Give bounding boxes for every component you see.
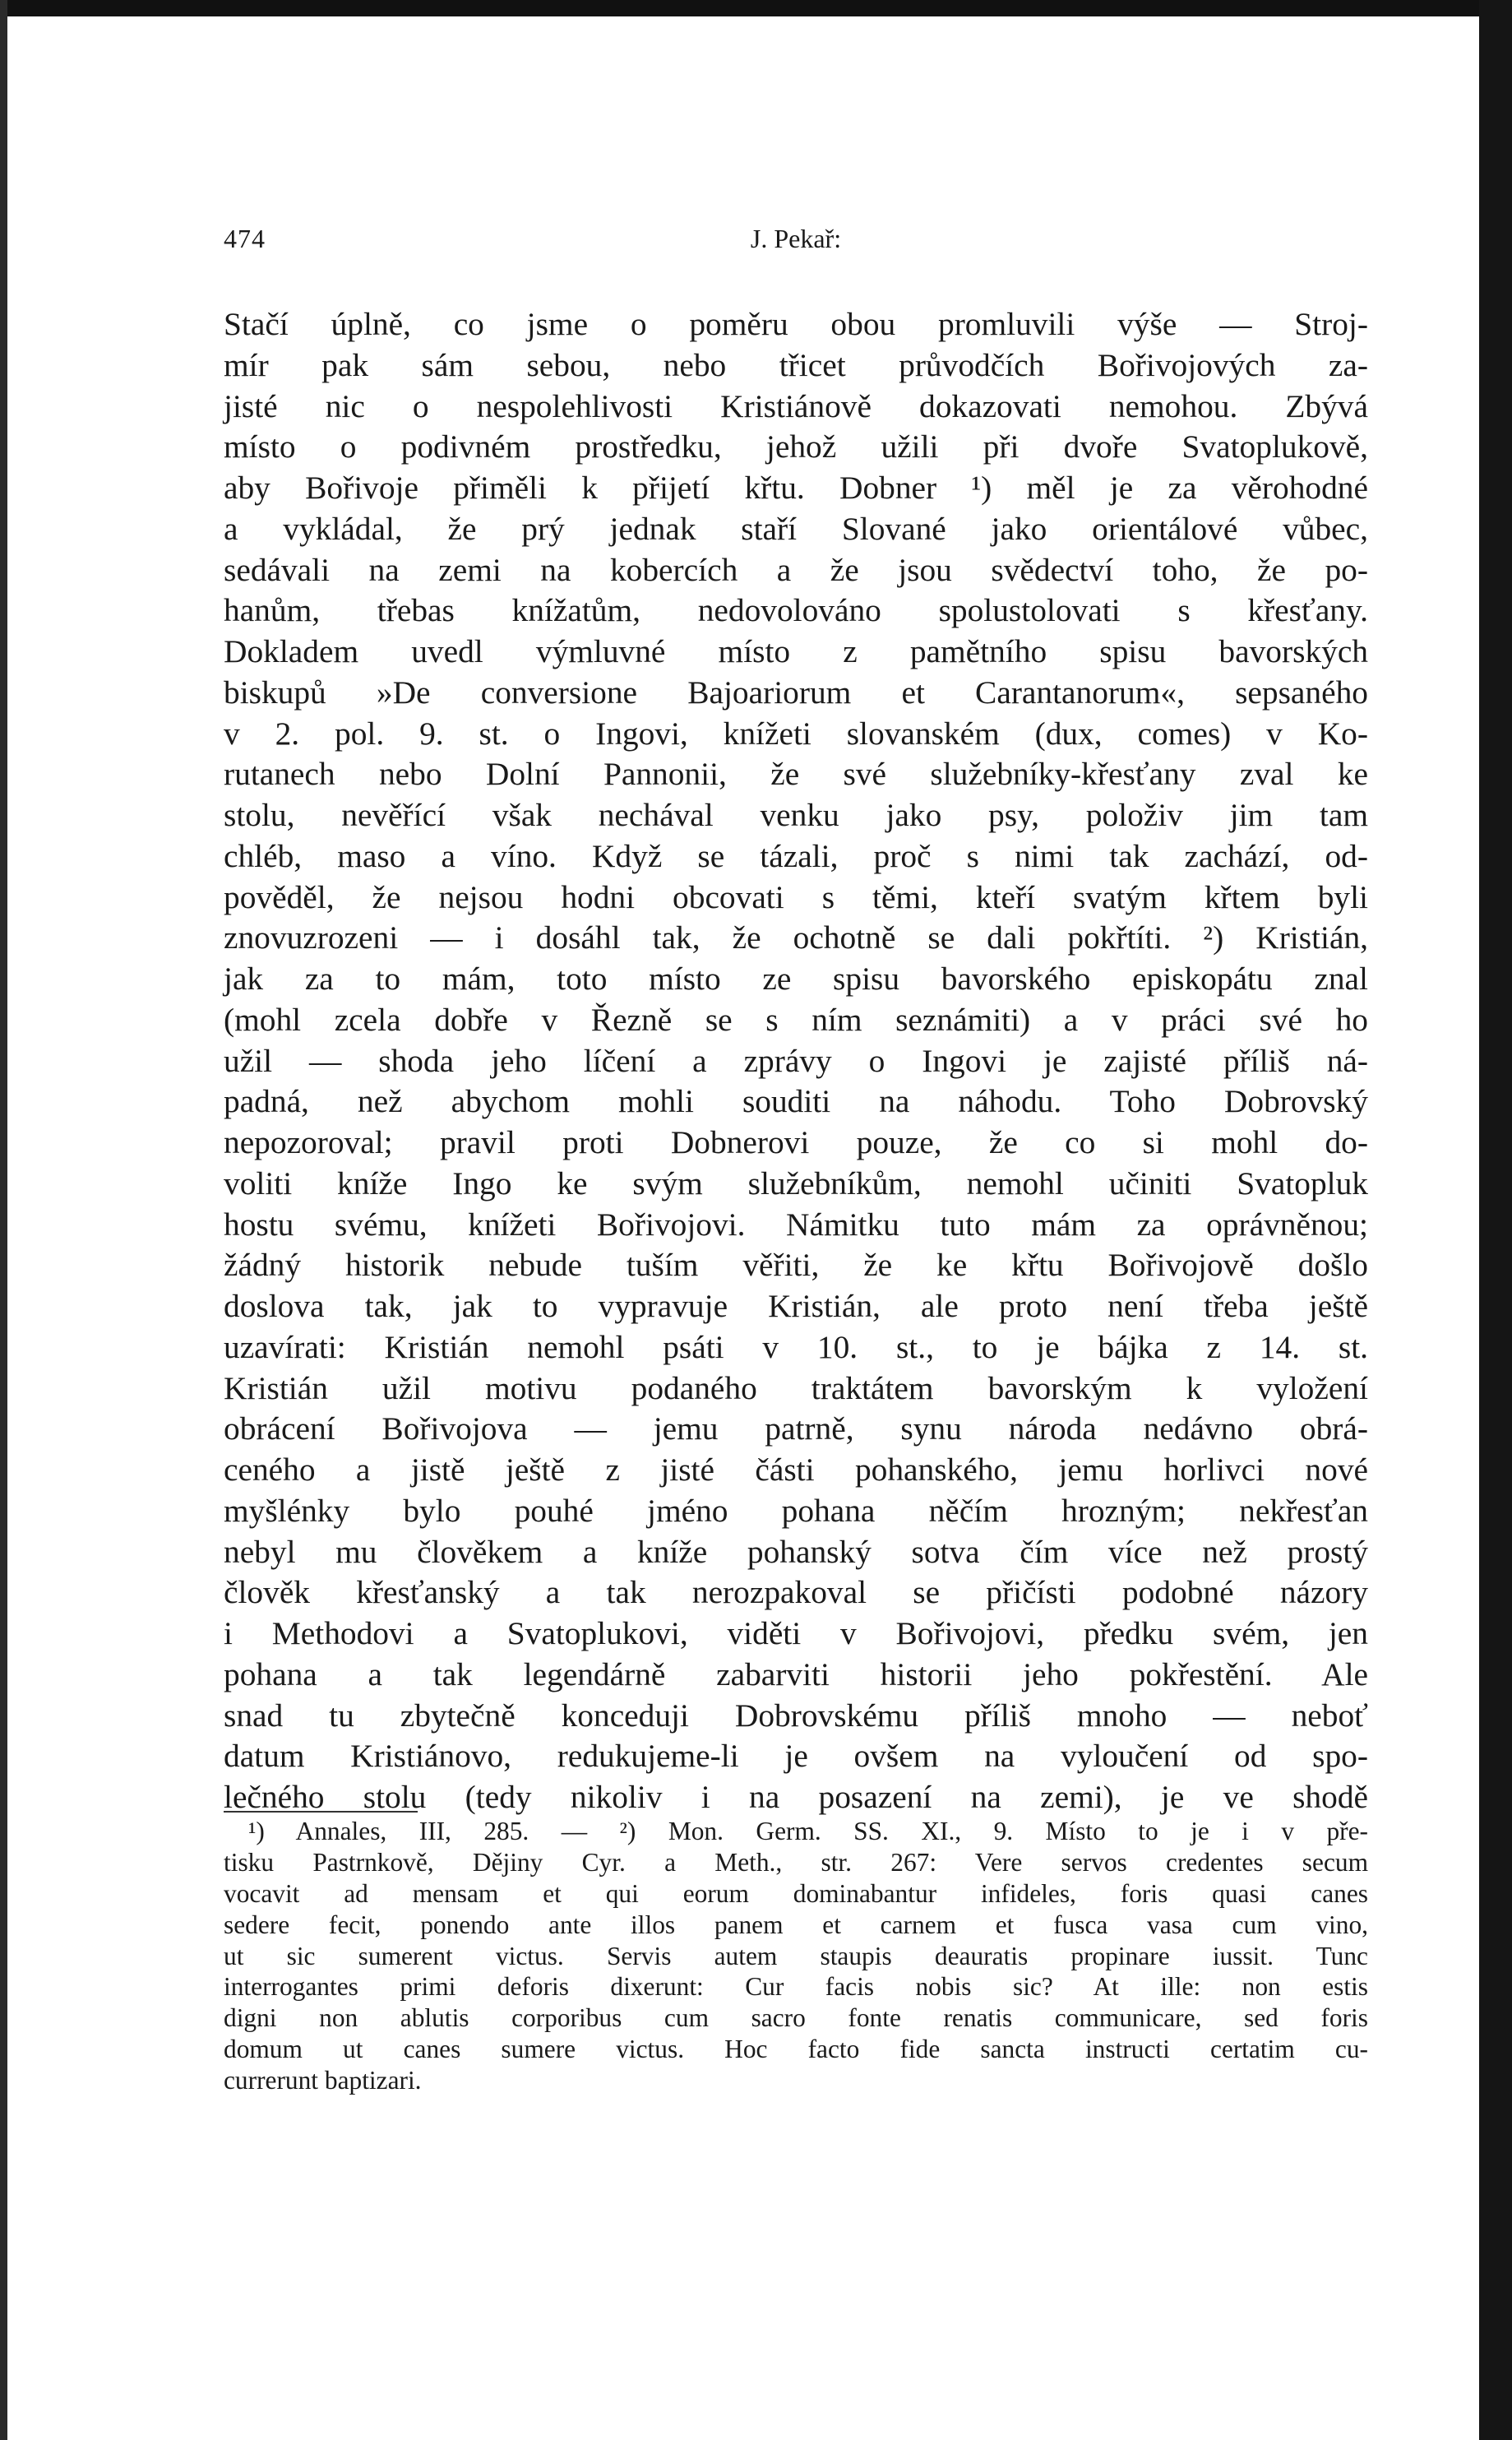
scan-border-left <box>0 0 7 2440</box>
text-line: pohana a tak legendárně zabarviti historii jeho pokřestění. Ale <box>224 1655 1368 1692</box>
footnote-line: domum ut canes sumere victus. Hoc facto fide sancta instructi certatim cu- <box>224 2035 1368 2064</box>
text-line: voliti kníže Ingo ke svým služebníkům, nemohl učiniti Svatopluk <box>224 1164 1368 1201</box>
text-line: jak za to mám, toto místo ze spisu bavorského episkopátu znal <box>224 961 1368 997</box>
page-number: 474 <box>224 224 266 253</box>
text-line: nebyl mu člověkem a kníže pohanský sotva čím více než prostý <box>224 1533 1368 1570</box>
scan-border-right <box>1479 0 1512 2440</box>
text-line: biskupů »De conversione Bajoariorum et Carantanorum«, sepsaného <box>224 674 1368 711</box>
footnotes <box>224 1816 1368 2096</box>
text-line: pověděl, že nejsou hodni obcovati s těmi, kteří svatým křtem byli <box>224 878 1368 915</box>
text-line: ceného a jistě ještě z jisté části pohanského, jemu horlivci nové <box>224 1451 1368 1488</box>
running-head: J. Pekař: <box>750 224 842 253</box>
footnote-line: digni non ablutis corporibus cum sacro fonte renatis communicare, sed foris <box>224 2003 1368 2033</box>
text-line: padná, než abychom mohli souditi na náhodu. Toho Dobrovský <box>224 1083 1368 1120</box>
footnote-line: sedere fecit, ponendo ante illos panem et carnem et fusca vasa cum vino, <box>224 1910 1368 1939</box>
text-line: mír pak sám sebou, nebo třicet průvodčích Bořivojových za- <box>224 346 1368 383</box>
text-line: snad tu zbytečně konceduji Dobrovskému příliš mnoho — neboť <box>224 1697 1368 1734</box>
footnote-line: ¹) Annales, III, 285. — ²) Mon. Germ. SS. XI., 9. Místo to je i v pře- <box>248 1817 1368 1845</box>
text-line: myšlénky bylo pouhé jméno pohana něčím hrozným; nekřesťan <box>224 1492 1368 1529</box>
footnote-line: currerunt baptizari. <box>224 2066 422 2095</box>
text-line: člověk křesťanský a tak nerozpakoval se přičísti podobné názory <box>224 1574 1368 1611</box>
text-line: místo o podivném prostředku, jehož užili při dvoře Svatoplukově, <box>224 428 1368 465</box>
text-line: sedávali na zemi na kobercích a že jsou svědectví toho, že po- <box>224 551 1368 588</box>
page-header <box>224 215 1368 257</box>
text-line: obrácení Bořivojova — jemu patrně, synu národa nedávno obrá- <box>224 1410 1368 1447</box>
footnote-separator <box>224 1811 418 1813</box>
text-line: znovuzrozeni — i dosáhl tak, že ochotně se dali pokřtíti. ²) Kristián, <box>224 919 1368 956</box>
text-line: datum Kristiánovo, redukujeme-li je ovšem na vyloučení od spo- <box>224 1738 1368 1775</box>
text-line: jisté nic o nespolehlivosti Kristiánově dokazovati nemohou. Zbývá <box>224 387 1368 424</box>
text-line: hanům, třebas knížatům, nedovolováno spolustolovati s křesťany. <box>224 592 1368 629</box>
footnote-line: ut sic sumerent victus. Servis autem staupis deauratis propinare iussit. Tunc <box>224 1941 1368 1970</box>
text-line: a vykládal, že prý jednak staří Slované jako orientálové vůbec, <box>224 510 1368 547</box>
text-line: aby Bořivoje přiměli k přijetí křtu. Dobner ¹) měl je za věrohodné <box>224 470 1368 506</box>
text-line: rutanech nebo Dolní Pannonii, že své služebníky-křesťany zval ke <box>224 756 1368 793</box>
text-line: užil — shoda jeho líčení a zprávy o Ingovi je zajisté příliš ná- <box>224 1042 1368 1079</box>
scan-border-top <box>0 0 1512 16</box>
text-line: v 2. pol. 9. st. o Ingovi, knížeti slovanském (dux, comes) v Ko- <box>224 715 1368 752</box>
text-line: i Methodovi a Svatoplukovi, viděti v Bořivojovi, předku svém, jen <box>224 1615 1368 1651</box>
text-line: chléb, maso a víno. Když se tázali, proč s nimi tak zachází, od- <box>224 837 1368 874</box>
text-line: stolu, nevěřící však nechával venku jako psy, položiv jim tam <box>224 797 1368 833</box>
text-line: nepozoroval; pravil proti Dobnerovi pouze, že co si mohl do- <box>224 1124 1368 1160</box>
footnote-line: interrogantes primi deforis dixerunt: Cur facis nobis sic? At ille: non estis <box>224 1972 1368 2002</box>
footnote-line: vocavit ad mensam et qui eorum dominabantur infideles, foris quasi canes <box>224 1878 1368 1908</box>
text-line: uzavírati: Kristián nemohl psáti v 10. st., to je bájka z 14. st. <box>224 1328 1368 1365</box>
text-line: lečného stolu (tedy nikoliv i na posazení na zemi), je ve shodě <box>224 1779 1368 1815</box>
text-line: doslova tak, jak to vypravuje Kristián, ale proto není třeba ještě <box>224 1288 1368 1324</box>
text-line: Stačí úplně, co jsme o poměru obou promluvili výše — Stroj- <box>224 306 1368 342</box>
text-line: Kristián užil motivu podaného traktátem bavorským k vyložení <box>224 1369 1368 1406</box>
text-line: Dokladem uvedl výmluvné místo z pamětního spisu bavorských <box>224 633 1368 669</box>
text-line: hostu svému, knížeti Bořivojovi. Námitku tuto mám za oprávněnou; <box>224 1206 1368 1243</box>
main-text <box>224 304 1368 1818</box>
footnote-line: tisku Pastrnkově, Dějiny Cyr. a Meth., str. 267: Vere servos credentes secum <box>224 1847 1368 1877</box>
text-line: (mohl zcela dobře v Řezně se s ním seznámiti) a v práci své ho <box>224 1001 1368 1038</box>
text-line: žádný historik nebude tuším věřiti, že ke křtu Bořivojově došlo <box>224 1247 1368 1284</box>
